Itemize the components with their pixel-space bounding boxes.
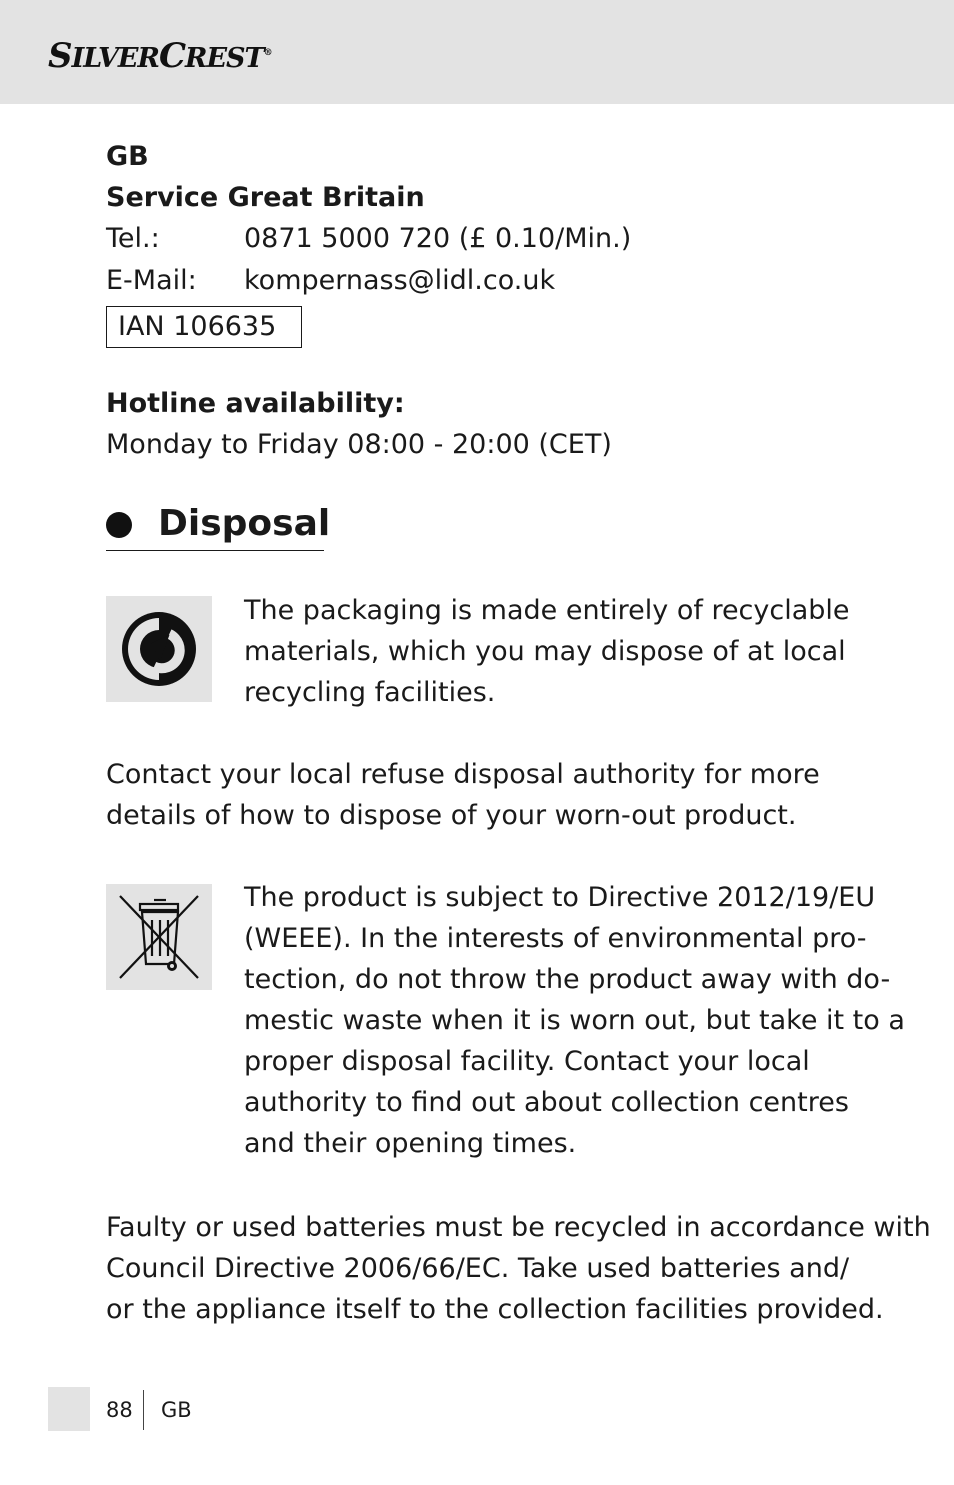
contact-text: Contact your local refuse disposal authority for more details of how to dispose of your worn-out product. bbox=[106, 759, 820, 831]
battery-text: Faulty or used batteries must be recycled in accordance with Council Directive 2006/66/EC. Take used batteries and/ or the appliance itself to the collection facilities provided. bbox=[106, 1212, 931, 1325]
hotline-title: Hotline availability: bbox=[106, 388, 405, 419]
footer-divider bbox=[143, 1390, 144, 1430]
hotline-hours: Monday to Friday 08:00 - 20:00 (CET) bbox=[106, 429, 612, 460]
tel-row bbox=[106, 218, 631, 259]
bullet-icon bbox=[106, 512, 132, 538]
weee-text: The product is subject to Directive 2012/19/EU (WEEE). In the interests of environmental pro- tection, do not throw the product away with do- mestic waste when it is worn out, but take it to a proper disposal facility. Contact your local authority to find out about collection centres and their opening times. bbox=[244, 882, 905, 1159]
disposal-title: Disposal bbox=[158, 503, 331, 544]
service-title: Service Great Britain bbox=[106, 182, 425, 213]
footer-language: GB bbox=[161, 1398, 192, 1422]
email-value: kompernass@lidl.co.uk bbox=[244, 265, 556, 296]
page-number: 88 bbox=[106, 1398, 133, 1422]
footer-tab bbox=[48, 1387, 90, 1431]
disposal-heading bbox=[106, 500, 331, 551]
tel-value: 0871 5000 720 (£ 0.10/Min.) bbox=[244, 223, 632, 254]
ian-box: IAN 106635 bbox=[106, 306, 302, 348]
packaging-text: The packaging is made entirely of recyclable materials, which you may dispose of at local recycling facilities. bbox=[244, 595, 850, 708]
brand-logo: SILVERCREST® bbox=[48, 36, 272, 76]
email-label: E-Mail: bbox=[106, 265, 197, 296]
green-dot-recycling-icon bbox=[106, 596, 212, 702]
crossed-out-wheelie-bin-icon bbox=[106, 884, 212, 990]
email-row bbox=[106, 260, 555, 301]
tel-label: Tel.: bbox=[106, 223, 160, 254]
country-code: GB bbox=[106, 141, 149, 172]
